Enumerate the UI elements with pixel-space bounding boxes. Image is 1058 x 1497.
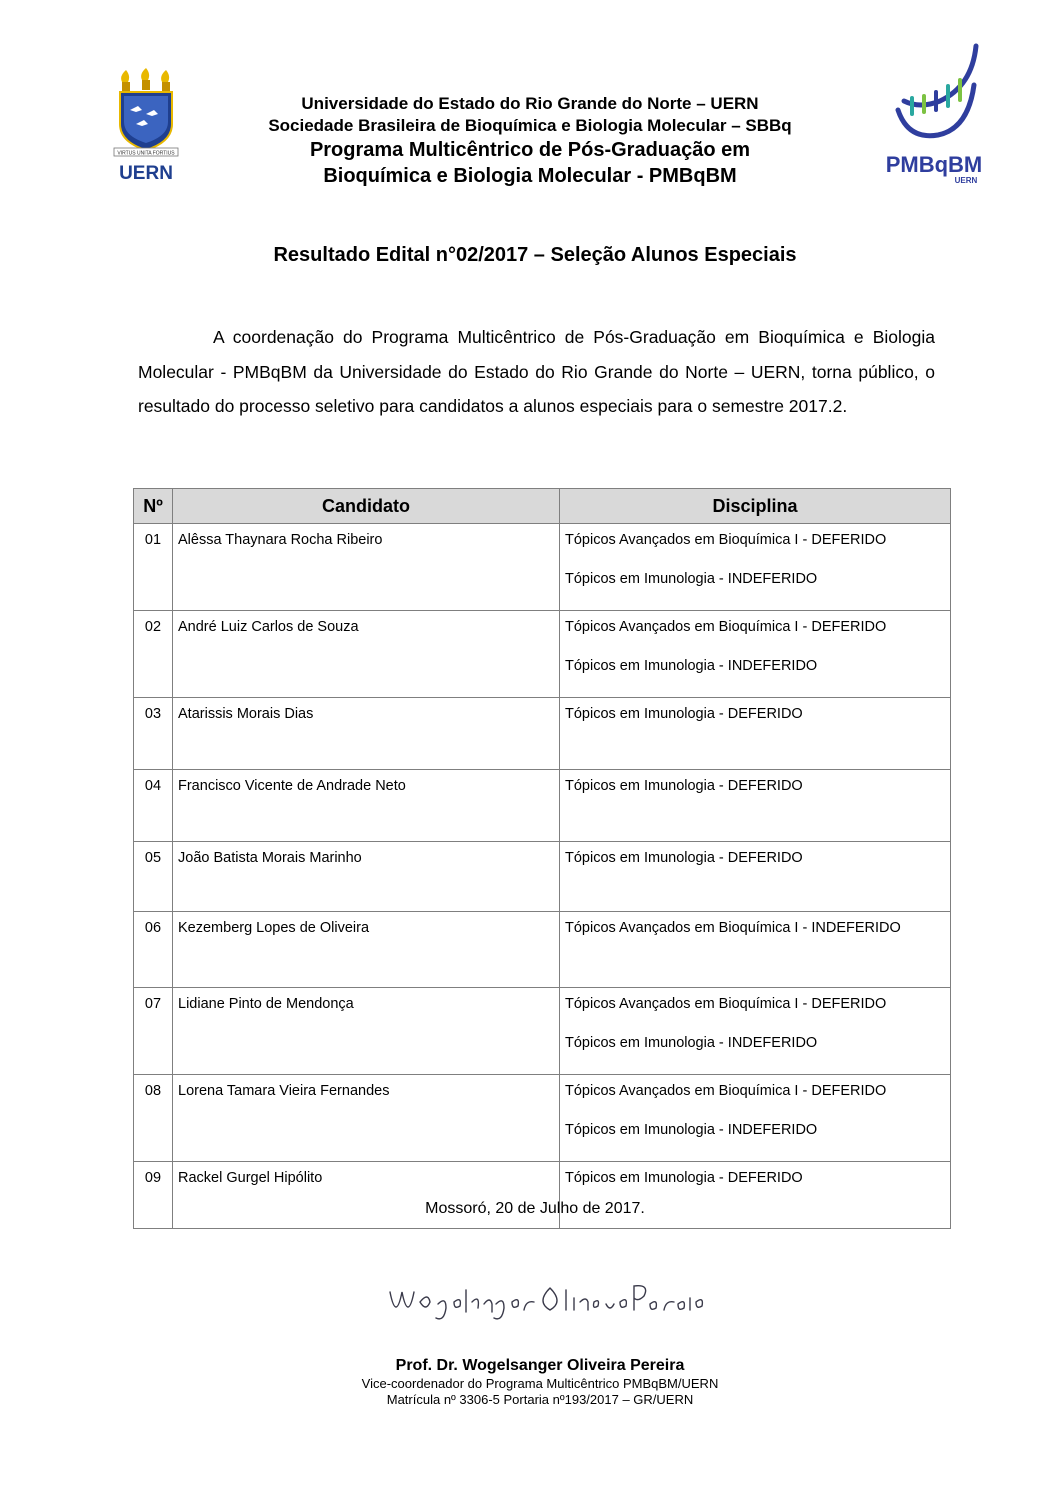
discipline-result: Tópicos em Imunologia - INDEFERIDO [565, 1035, 818, 1051]
table-row [134, 988, 951, 1075]
discipline-result: Tópicos em Imunologia - INDEFERIDO [565, 658, 818, 674]
institution-header [190, 93, 870, 189]
discipline-cell [560, 698, 951, 770]
table-row [134, 524, 951, 611]
pmbqbm-logo-subtext: UERN [954, 176, 978, 185]
discipline-result: Tópicos Avançados em Bioquímica I - INDEFERIDO [565, 920, 901, 936]
place-date: Mossoró, 20 de Julho de 2017. [425, 1200, 645, 1217]
signer-block [230, 1356, 850, 1408]
discipline-result: Tópicos Avançados em Bioquímica I - DEFERIDO [565, 532, 887, 548]
row-number: 06 [134, 912, 173, 988]
header-candidate: Candidato [173, 489, 560, 524]
candidate-name: João Batista Morais Marinho [173, 842, 560, 912]
uern-logo-text: UERN [119, 163, 173, 183]
dna-helix-icon [898, 46, 976, 136]
discipline-result: Tópicos em Imunologia - DEFERIDO [565, 778, 803, 794]
handwritten-signature [380, 1262, 710, 1342]
table-body [134, 524, 951, 1229]
candidate-name: Francisco Vicente de Andrade Neto [173, 770, 560, 842]
discipline-result: Tópicos em Imunologia - INDEFERIDO [565, 1122, 818, 1138]
discipline-cell [560, 842, 951, 912]
table-row [134, 1162, 951, 1229]
header-university: Universidade do Estado do Rio Grande do Norte – UERN [301, 94, 759, 113]
candidate-name: Atarissis Morais Dias [173, 698, 560, 770]
candidate-name: Kezemberg Lopes de Oliveira [173, 912, 560, 988]
row-number: 09 [134, 1162, 173, 1229]
table-row [134, 1075, 951, 1162]
table-row [134, 698, 951, 770]
signer-registration: Matrícula nº 3306-5 Portaria nº193/2017 – GR/UERN [386, 1392, 694, 1407]
signer-role: Vice-coordenador do Programa Multicêntrico PMBqBM/UERN [361, 1376, 719, 1391]
candidate-name: Rackel Gurgel Hipólito [173, 1162, 560, 1229]
row-number: 01 [134, 524, 173, 611]
discipline-cell [560, 988, 951, 1075]
candidate-name: Lidiane Pinto de Mendonça [173, 988, 560, 1075]
row-number: 05 [134, 842, 173, 912]
discipline-result: Tópicos em Imunologia - DEFERIDO [565, 1170, 803, 1186]
row-number: 07 [134, 988, 173, 1075]
row-number: 08 [134, 1075, 173, 1162]
row-number: 03 [134, 698, 173, 770]
candidate-name: Alêssa Thaynara Rocha Ribeiro [173, 524, 560, 611]
table-header-row [134, 489, 951, 524]
header-discipline: Disciplina [560, 489, 951, 524]
header-program-name: Bioquímica e Biologia Molecular - PMBqBM [323, 165, 737, 187]
discipline-cell [560, 1075, 951, 1162]
candidate-name: Lorena Tamara Vieira Fernandes [173, 1075, 560, 1162]
uern-motto: VIRTUS UNITA FORTIUS [117, 150, 175, 157]
document-title: Resultado Edital n°02/2017 – Seleção Alunos Especiais [273, 244, 797, 266]
candidate-name: André Luiz Carlos de Souza [173, 611, 560, 698]
discipline-cell [560, 1162, 951, 1229]
table-row [134, 912, 951, 988]
table-row [134, 770, 951, 842]
discipline-result: Tópicos em Imunologia - DEFERIDO [565, 706, 803, 722]
pmbqbm-logo-text: PMBqBM [885, 152, 983, 177]
header-program: Programa Multicêntrico de Pós-Graduação em [309, 139, 751, 161]
row-number: 04 [134, 770, 173, 842]
discipline-result: Tópicos Avançados em Bioquímica I - DEFERIDO [565, 1083, 887, 1099]
table-row [134, 611, 951, 698]
discipline-cell [560, 912, 951, 988]
pmbqbm-logo [884, 40, 984, 188]
uern-logo [110, 68, 182, 183]
header-society: Sociedade Brasileira de Bioquímica e Biologia Molecular – SBBq [268, 116, 792, 135]
row-number: 02 [134, 611, 173, 698]
intro-paragraph: A coordenação do Programa Multicêntrico de Pós-Graduação em Bioquímica e Biologia Molecular - PMBqBM da Universidade do Estado do Rio Grande do Norte – UERN, torna público, o resultado do processo seletivo para candidatos a alunos especiais para o semestre 2017.2. [138, 327, 935, 416]
discipline-cell [560, 611, 951, 698]
discipline-result: Tópicos Avançados em Bioquímica I - DEFERIDO [565, 996, 887, 1012]
table-row [134, 842, 951, 912]
discipline-cell [560, 770, 951, 842]
discipline-result: Tópicos em Imunologia - DEFERIDO [565, 850, 803, 866]
signer-name: Prof. Dr. Wogelsanger Oliveira Pereira [395, 1357, 685, 1374]
torch-icons [121, 68, 170, 92]
results-table [133, 488, 951, 1229]
discipline-cell [560, 524, 951, 611]
discipline-result: Tópicos Avançados em Bioquímica I - DEFERIDO [565, 619, 887, 635]
discipline-result: Tópicos em Imunologia - INDEFERIDO [565, 571, 818, 587]
header-number: Nº [134, 489, 173, 524]
